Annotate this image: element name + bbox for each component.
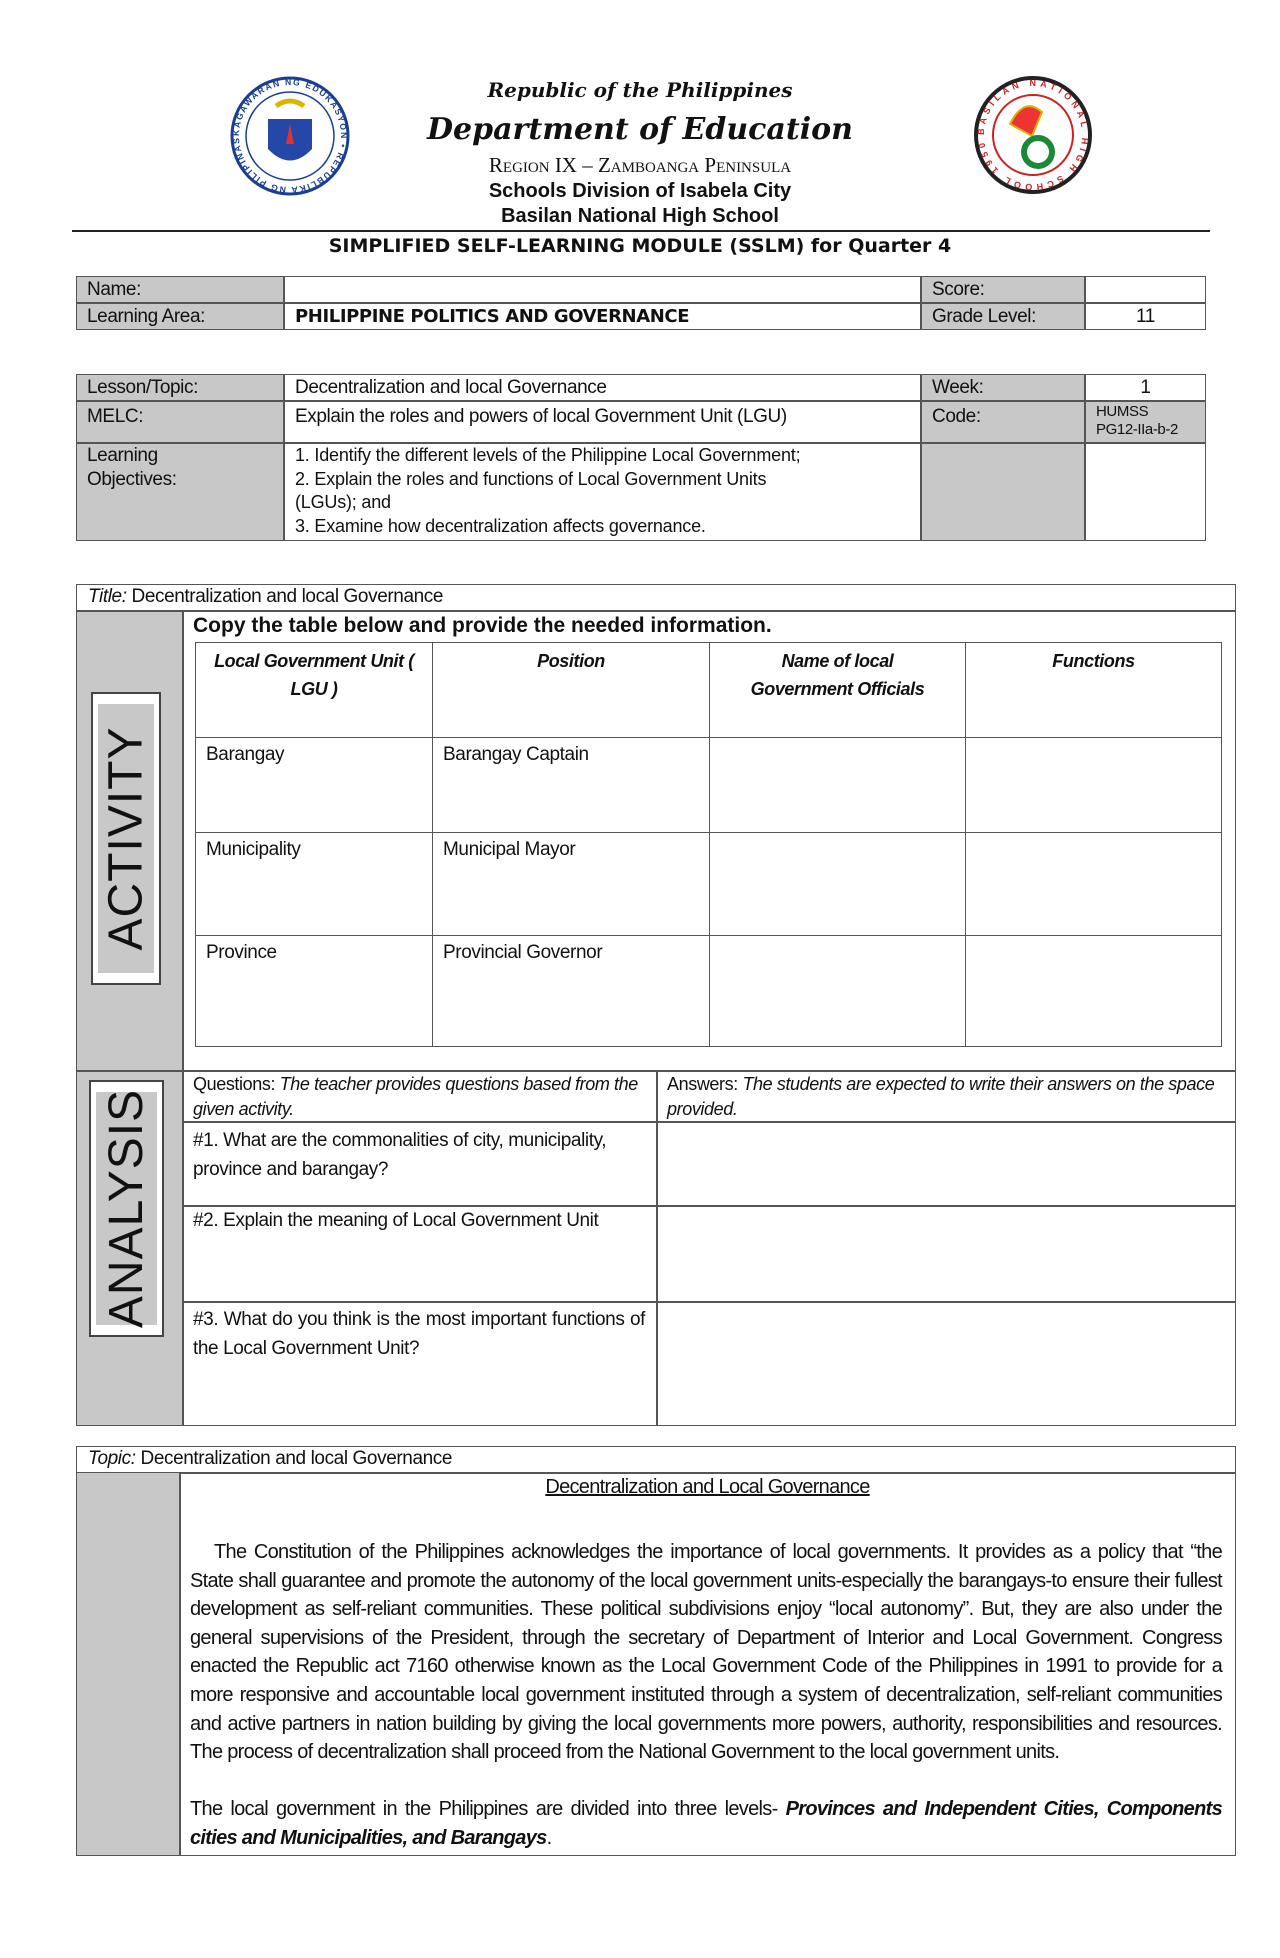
learning-area-label: Learning Area:: [76, 303, 284, 330]
activity-title: [88, 585, 443, 609]
topic-label: Lesson/Topic:: [76, 374, 284, 401]
objectives-list: [284, 443, 921, 541]
answer-1-field[interactable]: [658, 1123, 1234, 1203]
topic-value: Decentralization and local Governance: [284, 374, 921, 401]
questions-header: [193, 1072, 648, 1122]
melc-label: MELC:: [76, 401, 284, 443]
region-heading: Region IX – Zamboanga Peninsula: [488, 153, 792, 177]
discussion-title-divider: [76, 1472, 1236, 1474]
officials-cell[interactable]: [709, 935, 966, 1047]
activity-title-label: Title:: [88, 586, 127, 607]
position-cell: Barangay Captain: [432, 737, 710, 833]
republic-heading: Republic of the Philippines: [487, 78, 793, 102]
objectives-label: [76, 443, 284, 541]
functions-cell[interactable]: [965, 935, 1222, 1047]
learning-area-value: PHILIPPINE POLITICS AND GOVERNANCE: [284, 303, 921, 330]
objectives-blank-gray: [921, 443, 1085, 541]
objective-item: (LGUs); and: [295, 492, 391, 512]
questions-note: The teacher provides questions based from the given activity.: [193, 1074, 638, 1119]
grade-level-value: 11: [1085, 303, 1206, 330]
code-line-1: HUMSS: [1096, 403, 1149, 420]
levels-end: .: [546, 1826, 552, 1849]
title-row-divider: [76, 610, 1236, 612]
answers-label: Answers:: [667, 1074, 738, 1094]
grade-level-label: Grade Level:: [921, 303, 1085, 330]
question-1: #1. What are the commonalities of city, municipality, province and barangay?: [193, 1130, 607, 1180]
score-field[interactable]: [1085, 276, 1206, 303]
functions-col-header: Functions: [965, 642, 1222, 738]
question-3: #3. What do you think is the most important functions of the Local Government Unit?: [193, 1309, 645, 1359]
lgu-cell: Barangay: [195, 737, 433, 833]
officials-cell[interactable]: [709, 737, 966, 833]
department-heading: Department of Education: [427, 112, 853, 147]
melc-value: Explain the roles and powers of local Government Unit (LGU): [284, 401, 921, 443]
functions-cell[interactable]: [965, 737, 1222, 833]
answer-3-field[interactable]: [658, 1303, 1234, 1423]
lgu-cell: Municipality: [195, 832, 433, 936]
code-line-2: PG12-IIa-b-2: [1096, 421, 1178, 438]
answers-header: [667, 1072, 1227, 1122]
objective-item: 3. Examine how decentralization affects governance.: [295, 515, 706, 536]
deped-seal-ring-text: KAGAWARAN NG EDUKASYON • REPUBLIKA NG PILIPINAS: [230, 76, 350, 196]
week-value: 1: [1085, 374, 1206, 401]
question-2: #2. Explain the meaning of Local Government Unit: [193, 1210, 599, 1231]
position-cell: Municipal Mayor: [432, 832, 710, 936]
basilan-seal-ring-text: BASILAN NATIONAL HIGH SCHOOL 1950: [975, 77, 1090, 193]
answers-note: The students are expected to write their answers on the space provided.: [667, 1074, 1215, 1119]
discussion-topic-value: Decentralization and local Governance: [140, 1448, 453, 1469]
analysis-side-text: ANALYSIS: [100, 1088, 153, 1329]
position-col-header: Position: [432, 642, 710, 738]
header-divider: [72, 230, 1210, 232]
levels-paragraph: [190, 1795, 1222, 1852]
functions-cell[interactable]: [965, 832, 1222, 936]
discussion-heading: Decentralization and Local Governance: [545, 1476, 870, 1498]
activity-side-text: ACTIVITY: [99, 726, 153, 951]
objective-item: 1. Identify the different levels of the Philippine Local Government;: [295, 445, 801, 465]
name-label: Name:: [76, 276, 284, 303]
position-cell: Provincial Governor: [432, 935, 710, 1047]
questions-label: Questions:: [193, 1074, 276, 1094]
objectives-label-line-2: Objectives:: [87, 469, 177, 490]
lgu-col-header: Local Government Unit ( LGU ): [195, 642, 433, 738]
discussion-column-divider: [179, 1472, 181, 1856]
levels-list: Provinces and Independent Cities, Components cities and Municipalities, and Barangays: [190, 1798, 1223, 1849]
answer-2-field[interactable]: [658, 1207, 1234, 1299]
school-heading: Basilan National High School: [501, 205, 779, 227]
name-field[interactable]: [284, 276, 921, 303]
discussion-topic-label: Topic:: [88, 1448, 136, 1469]
activity-side-label: [91, 692, 161, 985]
levels-intro: The local government in the Philippines are divided into three levels-: [190, 1798, 778, 1820]
discussion-gray-column: [77, 1473, 179, 1855]
officials-cell[interactable]: [709, 832, 966, 936]
code-label: Code:: [921, 401, 1085, 443]
discussion-topic: [88, 1447, 452, 1471]
analysis-side-label: [89, 1080, 164, 1337]
score-label: Score:: [921, 276, 1085, 303]
objective-item: 2. Explain the roles and functions of Local Government Units: [295, 468, 767, 489]
officials-col-header: Name of local Government Officials: [709, 642, 966, 738]
side-column-divider: [182, 610, 184, 1425]
activity-title-value: Decentralization and local Governance: [131, 586, 444, 607]
activity-instruction: Copy the table below and provide the needed information.: [193, 614, 772, 637]
objectives-blank: [1085, 443, 1206, 541]
week-label: Week:: [921, 374, 1085, 401]
discussion-paragraph: The Constitution of the Philippines acknowledges the importance of local governments. It provides as a policy that “the State shall guarantee and promote the autonomy of the local government units-especially the barangays-to ensure their fullest development as self-reliant communities. These political subdivisions enjoy “local autonomy”. But, they are also under the general supervisions of the President, through the secretary of Department of Interior and Local Government. Congress enacted the Republic act 7160 otherwise known as the Local Government Code of the Philippines in 1991 to provide for a more responsive and accountable local government instituted through a system of decentralization, self-reliant communities and active partners in nation building by giving the local governments more powers, authority, responsibilities and resources. The process of decentralization shall proceed from the National Government to the local government units.: [190, 1541, 1222, 1764]
lgu-cell: Province: [195, 935, 433, 1047]
objectives-label-line-1: Learning: [87, 445, 158, 466]
code-value: [1085, 401, 1206, 443]
division-heading: Schools Division of Isabela City: [488, 180, 792, 202]
module-title: SIMPLIFIED SELF-LEARNING MODULE (SSLM) for Quarter 4: [328, 235, 952, 257]
